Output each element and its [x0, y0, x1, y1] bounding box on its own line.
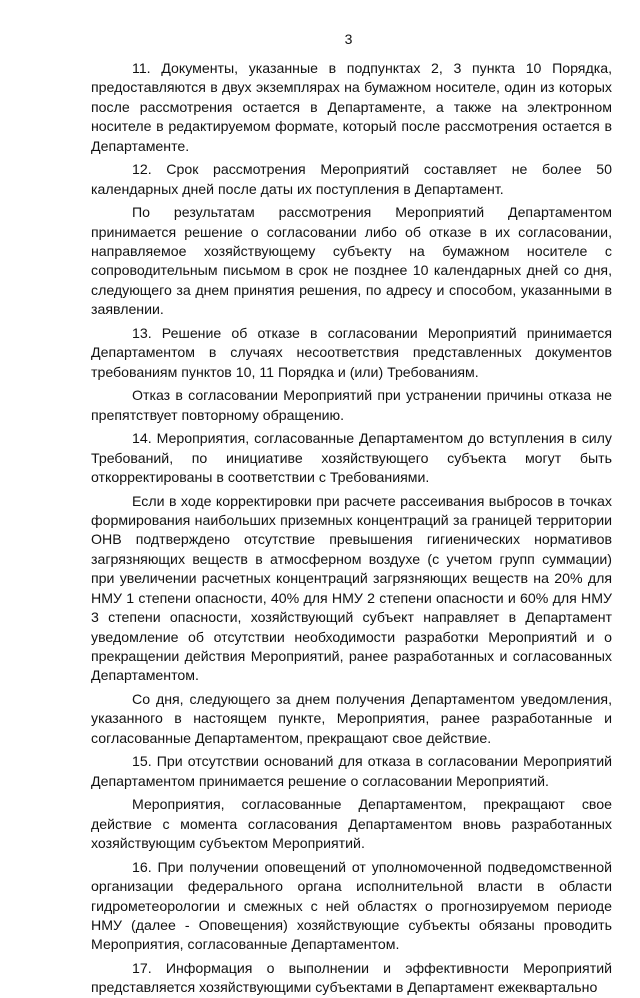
paragraph-12-review-period: 12. Срок рассмотрения Мероприятий составляет не более 50 календарных дней после даты их поступления в Департамент. — [91, 161, 612, 197]
paragraph-dispersion-calculation: Если в ходе корректировки при расчете рассеивания выбросов в точках формирования наибольших приземных концентраций за границей территории ОНВ подтверждено отсутствие превышения гигиенических нормативов загрязняющих веществ в атмосферном воздухе (с учетом групп суммации) при увеличении расчетных концентраций загрязняющих веществ на 20% для НМУ 1 степени опасности, 40% для НМУ 2 степени опасности и 60% для НМУ 3 степени опасности, хозяйствующий субъект направляет в Департамент уведомление об отсутствии необходимости разработки Мероприятий и о прекращении действия Мероприятий, ранее разработанных и согласованных Департаментом. — [91, 492, 612, 684]
paragraph-14-correction: 14. Мероприятия, согласованные Департаментом до вступления в силу Требований, по инициативе хозяйствующего субъекта могут быть откорректированы в соответствии с Требованиями. — [91, 430, 612, 486]
paragraph-15-approval: 15. При отсутствии оснований для отказа в согласовании Мероприятий Департаментом принимается решение о согласовании Мероприятий. — [91, 753, 612, 789]
paragraph-review-decision: По результатам рассмотрения Мероприятий Департаментом принимается решение о согласовании либо об отказе в их согласовании, направляемое хозяйствующему субъекту на бумажном носителе с сопроводительным письмом в срок не позднее 10 календарных дней со дня, следующего за днем принятия решения, по адресу и способом, указанными в заявлении. — [91, 204, 612, 318]
paragraph-16-notifications: 16. При получении оповещений от уполномоченной подведомственной организации федерального органа исполнительной власти в области гидрометеорологии и смежных с ней областях о прогнозируемом периоде НМУ (далее - Оповещения) хозяйствующие субъекты обязаны проводить Мероприятия, согласованные Департаментом. — [91, 858, 612, 953]
paragraph-notification-effect: Со дня, следующего за днем получения Департаментом уведомления, указанного в настоящем пункте, Мероприятия, ранее разработанные и согласованные Департаментом, прекращают свое действие. — [91, 690, 612, 746]
page-number: 3 — [344, 31, 353, 47]
paragraph-approval-termination: Мероприятия, согласованные Департаментом, прекращают свое действие с момента согласования Департаментом вновь разработанных хозяйствующим субъектом Мероприятий. — [91, 796, 612, 852]
paragraph-11-documents: 11. Документы, указанные в подпунктах 2, 3 пункта 10 Порядка, предоставляются в двух экземплярах на бумажном носителе, один из которых после рассмотрения остается в Департаменте, а также на электронном носителе в редактируемом формате, который после рассмотрения остается в Департаменте. — [91, 60, 612, 154]
paragraph-17-reporting: 17. Информация о выполнении и эффективности Мероприятий представляется хозяйствующими субъектами в Департамент ежеквартально — [91, 959, 612, 996]
paragraph-refusal-reapply: Отказ в согласовании Мероприятий при устранении причины отказа не препятствует повторному обращению. — [91, 387, 612, 423]
paragraph-13-refusal: 13. Решение об отказе в согласовании Мероприятий принимается Департаментом в случаях несоответствия представленных документов требованиям пунктов 10, 11 Порядка и (или) Требованиям. — [91, 324, 612, 380]
